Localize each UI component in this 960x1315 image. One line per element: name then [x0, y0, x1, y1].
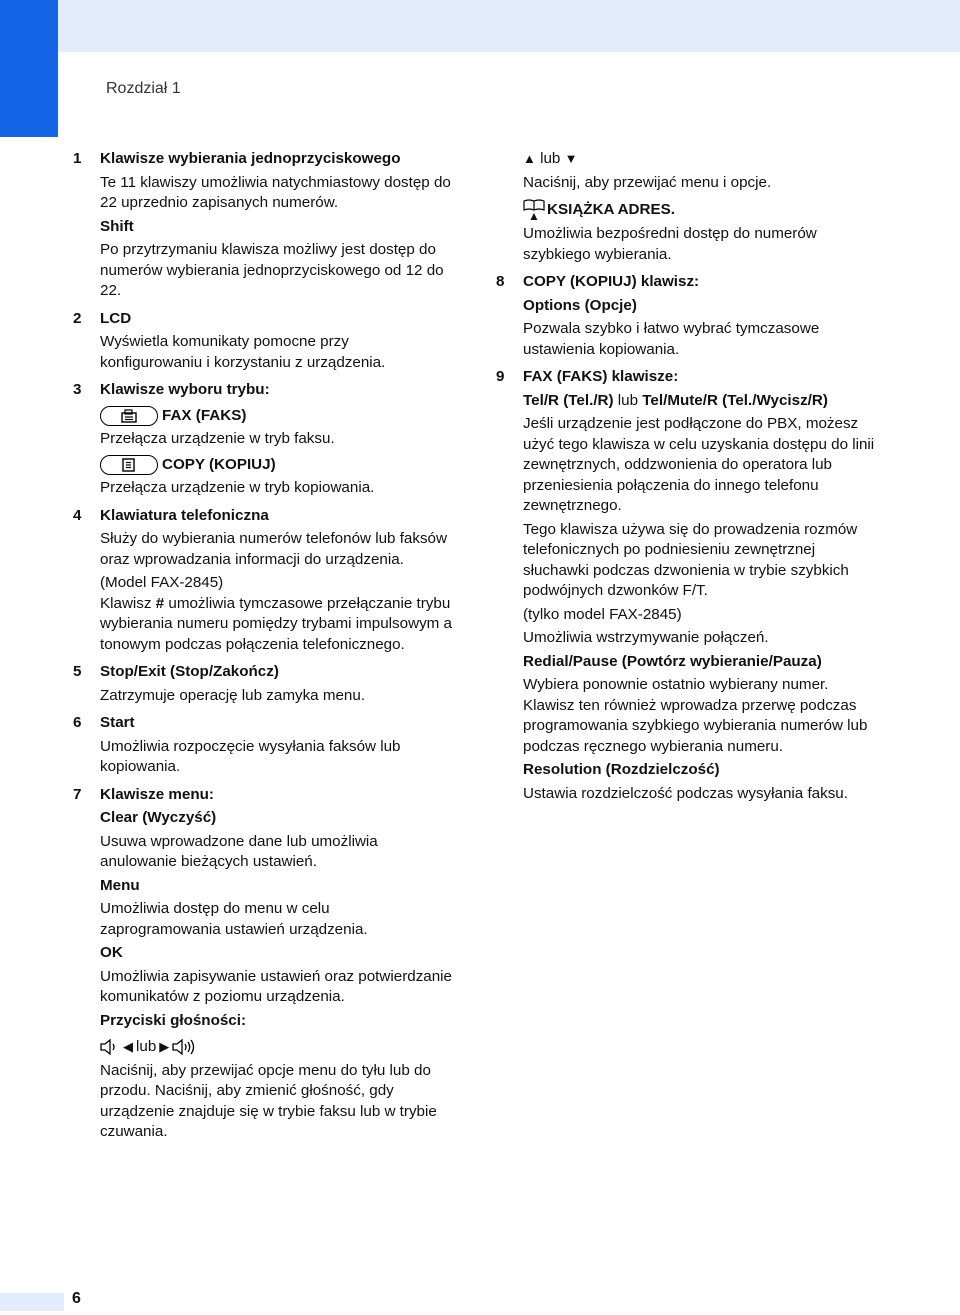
- item-text: Wyświetla komunikaty pomocne przy konfigurowaniu i korzystaniu z urządzenia.: [100, 333, 386, 371]
- header-band: [58, 0, 960, 52]
- item-title: FAX (FAKS) klawisze:: [523, 368, 679, 385]
- item-subtitle: Redial/Pause (Powtórz wybieranie/Pauza): [523, 652, 822, 670]
- item-text: Usuwa wprowadzone dane lub umożliwia anulowanie bieżących ustawień.: [100, 832, 378, 870]
- footer-band: [0, 1293, 64, 1311]
- volume-or-text: lub: [136, 1038, 157, 1055]
- list-item: [73, 785, 453, 1143]
- item-text: Przełącza urządzenie w tryb faksu.: [100, 430, 335, 447]
- arrow-up-icon: ▲: [523, 151, 536, 166]
- item-number: 9: [496, 368, 505, 385]
- item-text: (Model FAX-2845): [100, 574, 224, 591]
- item-subtitle: Resolution (Rozdzielczość): [523, 761, 720, 778]
- list-item: [496, 149, 876, 265]
- item-text: Naciśnij, aby przewijać menu i opcje.: [523, 173, 772, 191]
- item-text: Umożliwia wstrzymywanie połączeń.: [523, 629, 769, 646]
- volume-up-icon: [172, 1039, 196, 1055]
- item-number: 1: [73, 150, 82, 167]
- list-item: [73, 713, 453, 778]
- copy-key-icon: [100, 455, 158, 475]
- left-column: [73, 149, 453, 1143]
- right-column: [496, 149, 876, 804]
- item-title: Start: [100, 714, 135, 731]
- item-number: 6: [73, 714, 82, 731]
- page-number: 6: [72, 1290, 81, 1307]
- item-subtitle: Przyciski głośności:: [100, 1011, 247, 1029]
- item-text: Jeśli urządzenie jest podłączone do PBX, możesz użyć tego klawisza w celu uzyskania dostępu do linii zewnętrznych, oddzwonienia do operatora lub przeniesienia połączenia do innego telefonu zewnętrznego.: [523, 415, 875, 514]
- list-item: [496, 367, 876, 804]
- item-subtitle: Tel/R (Tel./R) lub Tel/Mute/R (Tel./Wycisz/R): [523, 391, 828, 409]
- item-text: Umożliwia bezpośredni dostęp do numerów szybkiego wybierania.: [523, 225, 817, 263]
- list-item: [73, 149, 453, 302]
- item-title: Klawisze menu:: [100, 785, 214, 803]
- item-text: Naciśnij, aby przewijać opcje menu do tyłu lub do przodu. Naciśnij, aby zmienić głośność, gdy urządzenie znajduje się w trybie faksu lub w trybie czuwania.: [100, 1061, 437, 1140]
- list-item: [73, 662, 453, 706]
- item-text: Służy do wybierania numerów telefonów lub faksów oraz wprowadzania informacji do urządzenia.: [100, 530, 447, 568]
- item-text: Te 11 klawiszy umożliwia natychmiastowy dostęp do 22 uprzednio zapisanych numerów.: [100, 173, 451, 211]
- item-subtitle: Clear (Wyczyść): [100, 809, 217, 826]
- nav-or-text: lub: [540, 150, 561, 167]
- item-number: 4: [73, 506, 82, 524]
- chapter-title: Rozdział 1: [106, 80, 181, 97]
- item-text: (tylko model FAX-2845): [523, 605, 682, 623]
- item-text: Tego klawisza używa się do prowadzenia rozmów telefonicznych po podniesieniu zewnętrznej słuchawki podczas dzwonienia w trybie szybkich podwójnych dzwonków F/T.: [523, 520, 858, 599]
- arrow-left-icon: ◀: [123, 1039, 133, 1054]
- item-title: Klawisze wybierania jednoprzyciskowego: [100, 150, 401, 167]
- chapter-tab: [0, 0, 58, 137]
- fax-key-icon: [100, 406, 158, 426]
- item-text: Umożliwia dostęp do menu w celu zaprogramowania ustawień urządzenia.: [100, 900, 368, 938]
- volume-down-icon: [100, 1039, 120, 1055]
- item-subtitle: Menu: [100, 876, 140, 894]
- item-text: Po przytrzymaniu klawisza możliwy jest dostęp do numerów wybierania jednoprzyciskowego od 12 do 22.: [100, 241, 444, 299]
- item-number: 3: [73, 381, 82, 398]
- item-text: Klawisz # umożliwia tymczasowe przełączanie trybu wybierania numeru pomiędzy trybami impulsowym a tonowym podczas połączenia telefonicznego.: [100, 594, 452, 653]
- item-title: Stop/Exit (Stop/Zakończ): [100, 663, 279, 680]
- list-item: [73, 506, 453, 656]
- item-title: LCD: [100, 309, 132, 327]
- nav-keys-line: [523, 149, 876, 170]
- fax-mode-label: FAX (FAKS): [162, 406, 247, 424]
- item-text: Pozwala szybko i łatwo wybrać tymczasowe ustawienia kopiowania.: [523, 320, 820, 358]
- item-text: Wybiera ponownie ostatnio wybierany numer. Klawisz ten również wprowadza przerwę podczas programowania szybkiego wybierania numerów lub podczas ręcznego wybierania numeru.: [523, 676, 868, 755]
- item-subtitle: OK: [100, 944, 123, 961]
- list-item: [73, 380, 453, 499]
- arrow-right-icon: ▶: [159, 1039, 170, 1054]
- item-number: 2: [73, 309, 82, 327]
- item-text: Przełącza urządzenie w tryb kopiowania.: [100, 479, 375, 496]
- item-text: Umożliwia rozpoczęcie wysyłania faksów lub kopiowania.: [100, 737, 401, 775]
- item-text: Ustawia rozdzielczość podczas wysyłania faksu.: [523, 784, 848, 802]
- item-number: 8: [496, 273, 505, 290]
- item-subtitle: Shift: [100, 217, 134, 235]
- item-number: 7: [73, 785, 82, 803]
- item-title: Klawisze wyboru trybu:: [100, 381, 270, 398]
- address-book-icon: ▲: [523, 199, 545, 221]
- list-item: [496, 272, 876, 360]
- item-subtitle: Options (Opcje): [523, 296, 637, 314]
- item-number: 5: [73, 663, 82, 680]
- item-title: Klawiatura telefoniczna: [100, 506, 269, 524]
- item-text: Zatrzymuje operację lub zamyka menu.: [100, 686, 366, 704]
- address-book-label: KSIĄŻKA ADRES.: [547, 200, 675, 218]
- copy-mode-label: COPY (KOPIUJ): [162, 455, 276, 473]
- arrow-down-icon: ▼: [564, 151, 578, 166]
- item-text: Umożliwia zapisywanie ustawień oraz potwierdzanie komunikatów z poziomu urządzenia.: [100, 967, 453, 1005]
- list-item: [73, 309, 453, 374]
- item-title: COPY (KOPIUJ) klawisz:: [523, 273, 700, 290]
